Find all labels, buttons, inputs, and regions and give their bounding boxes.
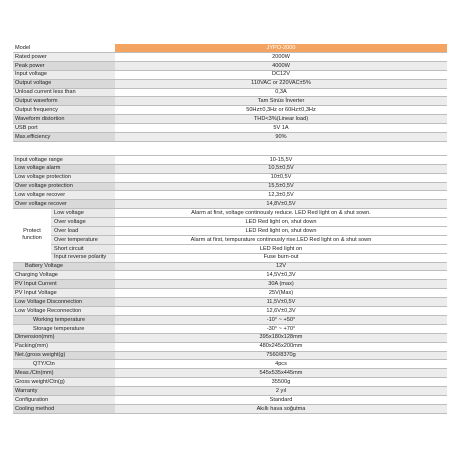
- spacer-cell: [13, 141, 447, 155]
- spec-row: [13, 378, 447, 387]
- protect-value: LED Red light on, shut down: [115, 227, 447, 236]
- spec-value: 35500g: [115, 378, 447, 387]
- spec-row: [13, 360, 447, 369]
- protect-label: Short circuit: [51, 244, 115, 253]
- spec-value: 14,5V±0,3V: [115, 271, 447, 280]
- spec-label: Storage temperature: [13, 324, 115, 333]
- spec-row: [13, 53, 447, 62]
- protect-value: Fuse burn-out: [115, 253, 447, 262]
- spec-value: Standard: [115, 395, 447, 404]
- spec-value: 7560/8370g: [115, 351, 447, 360]
- spec-label: Net.(gross weight(g): [13, 351, 115, 360]
- spec-value: DC12V: [115, 70, 447, 79]
- spec-label: Dimension(mm): [13, 333, 115, 342]
- spec-row: [13, 262, 447, 271]
- spec-row: [13, 298, 447, 307]
- spec-value: -30° ~ +70°: [115, 324, 447, 333]
- protect-row: [13, 218, 447, 227]
- spec-value: 25V(Max): [115, 289, 447, 298]
- spec-label: USB port: [13, 124, 115, 133]
- spec-label: Configuration: [13, 395, 115, 404]
- spec-value: 15,5±0,5V: [115, 182, 447, 191]
- spec-value: 2000W: [115, 53, 447, 62]
- protect-row: [13, 209, 447, 218]
- spec-value: 12,3±0,5V: [115, 191, 447, 200]
- spec-label: Unload current less than: [13, 88, 115, 97]
- spec-label: Low voltage alarm: [13, 164, 115, 173]
- spec-label: Gross weight/Ctn(g): [13, 378, 115, 387]
- spec-value: 4000W: [115, 61, 447, 70]
- spec-label: Input voltage range: [13, 155, 115, 164]
- spec-label: Meas./Ctn(mm): [13, 369, 115, 378]
- model-value: JYPO-2000: [115, 44, 447, 53]
- spec-row: [13, 88, 447, 97]
- spec-value: 30A (max): [115, 280, 447, 289]
- spec-sheet: [13, 44, 447, 414]
- spec-label: Low voltage protection: [13, 173, 115, 182]
- spec-value: Akıllı hava soğutma: [115, 404, 447, 413]
- spec-value: 14,8V±0,5V: [115, 200, 447, 209]
- spec-label: Over voltage recover: [13, 200, 115, 209]
- spec-table: [13, 44, 447, 414]
- spec-row: [13, 395, 447, 404]
- spec-value: 480x245x200mm: [115, 342, 447, 351]
- spec-value: 50Hz±0,3Hz or 60Hz±0,3Hz: [115, 106, 447, 115]
- protect-row: [13, 244, 447, 253]
- spec-row: [13, 79, 447, 88]
- spec-row: [13, 97, 447, 106]
- protect-label: Over temperature: [51, 235, 115, 244]
- spec-row: [13, 182, 447, 191]
- spec-value: 2 yıl: [115, 387, 447, 396]
- spec-value: 11,5V±0,5V: [115, 298, 447, 307]
- spec-row: [13, 324, 447, 333]
- spec-label: Warranty: [13, 387, 115, 396]
- spec-label: Cooling method: [13, 404, 115, 413]
- spec-value: 12,6V±0,3V: [115, 307, 447, 316]
- spec-label: Output waveform: [13, 97, 115, 106]
- spec-row: [13, 307, 447, 316]
- spec-row: [13, 351, 447, 360]
- spec-label: Low voltage recover: [13, 191, 115, 200]
- spec-label: Low Voltage Disconnection: [13, 298, 115, 307]
- spec-row: [13, 289, 447, 298]
- spec-value: 4pcs: [115, 360, 447, 369]
- spec-row: [13, 200, 447, 209]
- protect-row: [13, 253, 447, 262]
- spec-row: [13, 133, 447, 142]
- spec-value: 0,3A: [115, 88, 447, 97]
- spec-label: Charging Voltage: [13, 271, 115, 280]
- protect-group-label: Protect function: [13, 209, 51, 262]
- spec-row: [13, 61, 447, 70]
- spec-label: QTY/Ctn: [13, 360, 115, 369]
- spec-label: Low Voltage Reconnection: [13, 307, 115, 316]
- spec-value: THD<3%(Linear load): [115, 115, 447, 124]
- spec-label: Output frequency: [13, 106, 115, 115]
- protect-value: LED Red light on, shut down: [115, 218, 447, 227]
- spec-value: 5V 1A: [115, 124, 447, 133]
- spec-value: 10-15,5V: [115, 155, 447, 164]
- spec-row: [13, 124, 447, 133]
- spec-value: 545x535x445mm: [115, 369, 447, 378]
- spec-label: Working temperature: [13, 315, 115, 324]
- spec-row: [13, 191, 447, 200]
- spec-row: [13, 155, 447, 164]
- protect-label: Over load: [51, 227, 115, 236]
- spec-row: [13, 115, 447, 124]
- spec-row: [13, 387, 447, 396]
- spec-row: [13, 342, 447, 351]
- spec-value: 90%: [115, 133, 447, 142]
- protect-value: LED Red light on: [115, 244, 447, 253]
- header-label: Model: [13, 44, 115, 53]
- spec-value: -10° ~ +50°: [115, 315, 447, 324]
- spacer-row: [13, 141, 447, 155]
- spec-table-body: [13, 44, 447, 413]
- protect-label: Low voltage: [51, 209, 115, 218]
- protect-row: [13, 235, 447, 244]
- spec-label: Over voltage protection: [13, 182, 115, 191]
- spec-label: Rated power: [13, 53, 115, 62]
- spec-value: 12V: [115, 262, 447, 271]
- protect-label: Input reverse polarity: [51, 253, 115, 262]
- protect-value: Alarm at first, voltage continously reduce. LED Red light on & shut sown.: [115, 209, 447, 218]
- spec-label: Peak power: [13, 61, 115, 70]
- spec-label: PV Input Voltage: [13, 289, 115, 298]
- spec-row: [13, 271, 447, 280]
- spec-value: 10±0,5V: [115, 173, 447, 182]
- spec-value: 395x180x128mm: [115, 333, 447, 342]
- spec-label: Waveform distortion: [13, 115, 115, 124]
- protect-value: Alarm at first, tempurature continously rise.LED Red light on & shut sown: [115, 235, 447, 244]
- spec-value: Tam Sinüs İnverter: [115, 97, 447, 106]
- spec-label: Max.efficiency: [13, 133, 115, 142]
- spec-row: [13, 106, 447, 115]
- spec-label: Battery Voltage: [13, 262, 115, 271]
- spec-label: Input voltage: [13, 70, 115, 79]
- spec-row: [13, 173, 447, 182]
- spec-label: PV Input Current: [13, 280, 115, 289]
- spec-row: [13, 164, 447, 173]
- spec-row: [13, 315, 447, 324]
- spec-row: [13, 369, 447, 378]
- protect-row: [13, 227, 447, 236]
- spec-label: Output voltage: [13, 79, 115, 88]
- header-row: [13, 44, 447, 53]
- spec-row: [13, 280, 447, 289]
- protect-label: Over voltage: [51, 218, 115, 227]
- spec-row: [13, 404, 447, 413]
- spec-row: [13, 333, 447, 342]
- spec-value: 10,5±0,5V: [115, 164, 447, 173]
- spec-row: [13, 70, 447, 79]
- spec-value: 110VAC or 220VAC±5%: [115, 79, 447, 88]
- spec-label: Packing(mm): [13, 342, 115, 351]
